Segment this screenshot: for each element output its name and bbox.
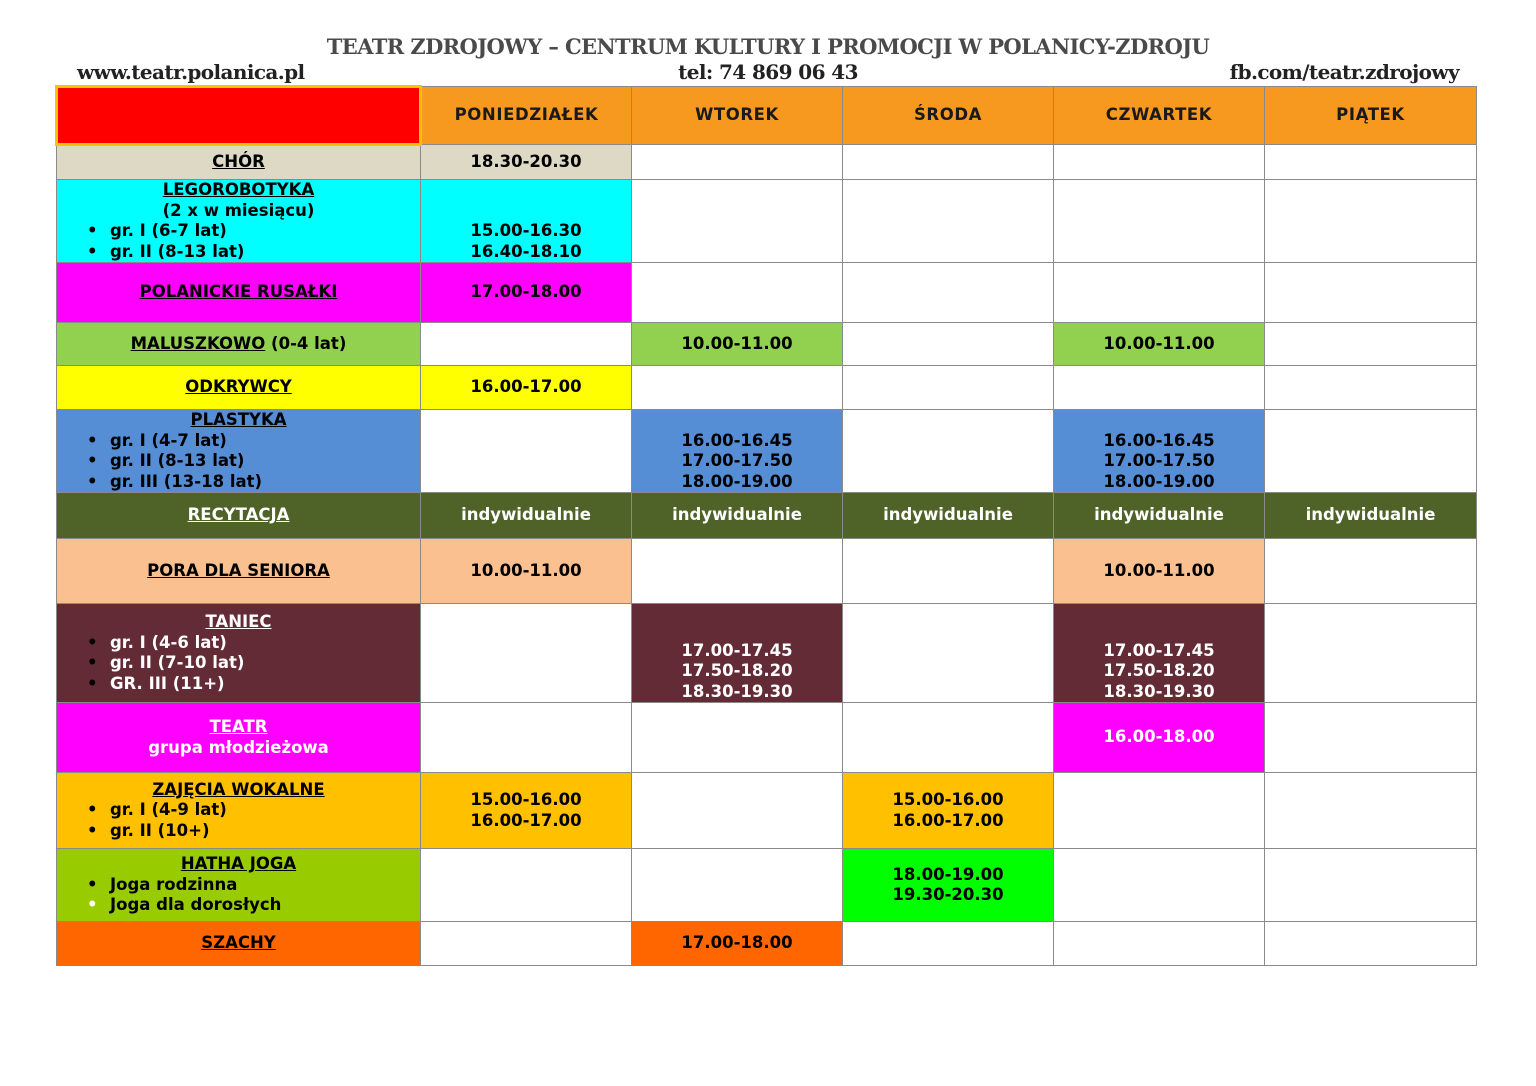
day-header-row	[57, 87, 1477, 145]
activity-title-line	[57, 377, 420, 398]
schedule-row-maluszkowo	[57, 323, 1477, 366]
schedule-row-odkrywcy	[57, 366, 1477, 410]
schedule-row-taniec	[57, 604, 1477, 703]
time-cell-joga-tuesday	[632, 849, 843, 922]
group-item: • gr. I (6-7 lat)	[57, 221, 420, 242]
activity-cell-chor	[57, 145, 421, 180]
time-cell-rusalki-thursday	[1054, 263, 1265, 323]
activity-subtitle: grupa młodzieżowa	[148, 737, 329, 757]
day-header-wednesday: ŚRODA	[843, 87, 1054, 145]
group-item: • GR. III (11+)	[57, 674, 420, 695]
time-slot: indywidualnie	[672, 505, 802, 525]
day-header-monday: PONIEDZIAŁEK	[421, 87, 632, 145]
time-cell-rusalki-monday	[421, 263, 632, 323]
activity-title: PLASTYKA	[190, 410, 287, 429]
time-cell-maluszkowo-monday	[421, 323, 632, 366]
group-item: • gr. II (7-10 lat)	[57, 653, 420, 674]
time-cell-recytacja-friday	[1265, 493, 1477, 539]
time-list	[632, 505, 842, 526]
time-list	[1054, 641, 1264, 703]
time-cell-wokalne-tuesday	[632, 773, 843, 849]
schedule-row-chor	[57, 145, 1477, 180]
activity-cell-plastyka	[57, 410, 421, 493]
activity-title: HATHA JOGA	[180, 854, 297, 874]
activity-title-line	[57, 282, 420, 303]
time-cell-senior-thursday	[1054, 539, 1265, 604]
time-cell-legorobotyka-monday	[421, 180, 632, 263]
time-slot: 18.30-19.30	[1103, 681, 1215, 701]
time-cell-maluszkowo-wednesday	[843, 323, 1054, 366]
schedule-row-senior	[57, 539, 1477, 604]
time-slot: 18.30-20.30	[470, 151, 582, 171]
facebook-link[interactable]: fb.com/teatr.zdrojowy	[1229, 60, 1459, 84]
day-header-tuesday: WTOREK	[632, 87, 843, 145]
group-item: • gr. I (4-9 lat)	[57, 800, 420, 821]
activity-title: PORA DLA SENIORA	[147, 560, 330, 580]
time-cell-teatr-wednesday	[843, 703, 1054, 773]
time-list	[421, 282, 631, 303]
time-slot: 16.00-17.00	[470, 377, 582, 397]
schedule-row-legorobotyka	[57, 180, 1477, 263]
time-slot: 10.00-11.00	[1103, 560, 1215, 580]
activity-age: (0-4 lat)	[265, 333, 347, 353]
time-cell-odkrywcy-monday	[421, 366, 632, 410]
time-cell-recytacja-thursday	[1054, 493, 1265, 539]
activity-cell-joga	[57, 849, 421, 922]
time-slot: 17.00-17.50	[681, 451, 793, 470]
time-cell-legorobotyka-tuesday	[632, 180, 843, 263]
activity-cell-legorobotyka	[57, 180, 421, 263]
time-cell-joga-friday	[1265, 849, 1477, 922]
time-slot: 10.00-11.00	[1103, 333, 1215, 353]
time-slot: indywidualnie	[461, 505, 591, 525]
time-slot: 15.00-16.30	[470, 221, 582, 240]
time-slot: 18.30-19.30	[681, 681, 793, 701]
activity-cell-senior	[57, 539, 421, 604]
schedule-row-teatr	[57, 703, 1477, 773]
activity-cell-rusalki	[57, 263, 421, 323]
time-cell-teatr-thursday	[1054, 703, 1265, 773]
day-header-thursday: CZWARTEK	[1054, 87, 1265, 145]
time-cell-legorobotyka-wednesday	[843, 180, 1054, 263]
time-cell-teatr-friday	[1265, 703, 1477, 773]
group-item: • gr. II (10+)	[57, 821, 420, 842]
activity-title-line	[57, 410, 420, 431]
time-slot: 10.00-11.00	[470, 560, 582, 580]
time-slot: 16.00-16.45	[681, 430, 793, 450]
time-cell-chor-thursday	[1054, 145, 1265, 180]
time-slot: 16.00-18.00	[1103, 727, 1215, 747]
activity-cell-szachy	[57, 922, 421, 966]
activity-title: RECYTACJA	[187, 505, 290, 525]
activity-title-line	[57, 854, 420, 875]
time-list	[1054, 561, 1264, 582]
schedule-row-plastyka	[57, 410, 1477, 493]
time-slot: 17.00-17.50	[1103, 451, 1215, 470]
time-cell-wokalne-monday	[421, 773, 632, 849]
time-list	[843, 505, 1053, 526]
time-slot: 17.00-17.45	[1103, 640, 1215, 660]
time-slot: indywidualnie	[1305, 505, 1436, 525]
time-cell-szachy-thursday	[1054, 922, 1265, 966]
time-slot: 16.00-17.00	[470, 810, 582, 830]
time-cell-teatr-monday	[421, 703, 632, 773]
schedule-row-joga	[57, 849, 1477, 922]
time-cell-legorobotyka-friday	[1265, 180, 1477, 263]
time-slot: 19.30-20.30	[892, 885, 1004, 904]
activity-title-line	[57, 717, 420, 738]
group-item: • Joga rodzinna	[57, 875, 420, 896]
time-slot: 17.00-18.00	[470, 282, 582, 302]
time-slot: 18.00-19.00	[681, 471, 793, 491]
schedule-row-szachy	[57, 922, 1477, 966]
time-slot: 17.00-18.00	[681, 933, 793, 953]
page-title: TEATR ZDROJOWY – CENTRUM KULTURY I PROMOCJI W POLANICY-ZDROJU	[326, 34, 1210, 59]
time-list	[421, 221, 631, 262]
time-cell-taniec-wednesday	[843, 604, 1054, 703]
time-cell-wokalne-thursday	[1054, 773, 1265, 849]
time-cell-chor-friday	[1265, 145, 1477, 180]
time-list	[843, 790, 1053, 831]
group-item: • gr. II (8-13 lat)	[57, 451, 420, 472]
time-list	[1054, 431, 1264, 493]
schedule-row-recytacja	[57, 493, 1477, 539]
activity-title: SZACHY	[201, 933, 276, 953]
phone-number: tel: 74 869 06 43	[678, 60, 858, 84]
day-header-friday: PIĄTEK	[1265, 87, 1477, 145]
activity-cell-wokalne	[57, 773, 421, 849]
time-list	[421, 561, 631, 582]
group-item: • Joga dla dorosłych	[57, 895, 420, 916]
time-slot: 18.00-19.00	[1103, 471, 1215, 491]
time-cell-recytacja-wednesday	[843, 493, 1054, 539]
time-slot: 15.00-16.00	[470, 790, 582, 809]
activity-cell-recytacja	[57, 493, 421, 539]
time-cell-szachy-tuesday	[632, 922, 843, 966]
time-cell-rusalki-friday	[1265, 263, 1477, 323]
time-cell-odkrywcy-friday	[1265, 366, 1477, 410]
time-cell-wokalne-friday	[1265, 773, 1477, 849]
time-cell-odkrywcy-thursday	[1054, 366, 1265, 410]
time-cell-maluszkowo-friday	[1265, 323, 1477, 366]
schedule-row-rusalki	[57, 263, 1477, 323]
group-list	[57, 431, 420, 493]
time-cell-chor-tuesday	[632, 145, 843, 180]
group-item: • gr. I (4-6 lat)	[57, 633, 420, 654]
time-cell-plastyka-monday	[421, 410, 632, 493]
time-cell-senior-monday	[421, 539, 632, 604]
time-list	[1054, 727, 1264, 748]
time-cell-rusalki-tuesday	[632, 263, 843, 323]
time-slot: indywidualnie	[883, 505, 1013, 525]
time-cell-chor-wednesday	[843, 145, 1054, 180]
activity-cell-teatr	[57, 703, 421, 773]
time-cell-odkrywcy-wednesday	[843, 366, 1054, 410]
time-cell-senior-friday	[1265, 539, 1477, 604]
time-list	[1054, 505, 1264, 526]
activity-title: MALUSZKOWO	[130, 333, 266, 353]
group-item: • gr. II (8-13 lat)	[57, 242, 420, 263]
activity-cell-maluszkowo	[57, 323, 421, 366]
activity-title: TANIEC	[205, 612, 272, 631]
activity-title-line	[57, 933, 420, 954]
schedule-row-wokalne	[57, 773, 1477, 849]
schedule-body	[57, 145, 1477, 966]
time-slot: 17.50-18.20	[1103, 661, 1215, 680]
time-slot: 15.00-16.00	[892, 790, 1004, 809]
time-slot: 10.00-11.00	[681, 333, 793, 353]
time-list	[843, 865, 1053, 906]
time-cell-taniec-friday	[1265, 604, 1477, 703]
time-cell-recytacja-tuesday	[632, 493, 843, 539]
website-link[interactable]: www.teatr.polanica.pl	[77, 60, 305, 84]
group-list	[57, 800, 420, 841]
time-cell-plastyka-thursday	[1054, 410, 1265, 493]
time-cell-szachy-wednesday	[843, 922, 1054, 966]
activity-title-line	[57, 505, 420, 526]
time-list	[421, 790, 631, 831]
group-list	[57, 221, 420, 262]
time-slot: 18.00-19.00	[892, 864, 1004, 884]
activity-title: LEGOROBOTYKA	[162, 180, 315, 199]
activity-subtitle: (2 x w miesiącu)	[162, 200, 315, 220]
time-cell-senior-wednesday	[843, 539, 1054, 604]
time-cell-maluszkowo-thursday	[1054, 323, 1265, 366]
time-cell-szachy-friday	[1265, 922, 1477, 966]
group-item: • gr. III (13-18 lat)	[57, 472, 420, 493]
time-cell-maluszkowo-tuesday	[632, 323, 843, 366]
time-cell-legorobotyka-thursday	[1054, 180, 1265, 263]
time-list	[421, 505, 631, 526]
schedule-table	[55, 85, 1477, 966]
time-slot: 16.40-18.10	[470, 241, 582, 261]
group-list	[57, 875, 420, 916]
activity-title: CHÓR	[212, 152, 265, 172]
activity-title-line	[57, 334, 420, 355]
time-cell-rusalki-wednesday	[843, 263, 1054, 323]
time-cell-taniec-thursday	[1054, 604, 1265, 703]
time-slot: 17.50-18.20	[681, 661, 793, 680]
time-cell-recytacja-monday	[421, 493, 632, 539]
activity-title-line	[57, 561, 420, 582]
time-cell-szachy-monday	[421, 922, 632, 966]
time-list	[421, 377, 631, 398]
activity-title: TEATR	[209, 717, 268, 736]
activity-title-line	[57, 612, 420, 633]
time-cell-plastyka-wednesday	[843, 410, 1054, 493]
activity-title: ZAJĘCIA WOKALNE	[152, 779, 325, 799]
time-cell-chor-monday	[421, 145, 632, 180]
time-list	[632, 431, 842, 493]
time-cell-taniec-monday	[421, 604, 632, 703]
activity-title-line	[57, 180, 420, 201]
time-cell-teatr-tuesday	[632, 703, 843, 773]
activity-title: POLANICKIE RUSAŁKI	[139, 282, 338, 302]
time-cell-plastyka-friday	[1265, 410, 1477, 493]
activity-title: ODKRYWCY	[185, 377, 292, 397]
time-list	[421, 152, 631, 173]
time-cell-senior-tuesday	[632, 539, 843, 604]
time-list	[632, 334, 842, 355]
time-cell-odkrywcy-tuesday	[632, 366, 843, 410]
time-list	[632, 641, 842, 703]
activity-title-line	[57, 152, 420, 173]
time-cell-joga-monday	[421, 849, 632, 922]
activity-cell-taniec	[57, 604, 421, 703]
group-item: • gr. I (4-7 lat)	[57, 431, 420, 452]
time-cell-joga-wednesday	[843, 849, 1054, 922]
activity-title-line	[57, 780, 420, 801]
time-list	[1054, 334, 1264, 355]
time-slot: 16.00-16.45	[1103, 430, 1215, 450]
time-list	[632, 933, 842, 954]
time-list	[1265, 505, 1476, 526]
time-cell-wokalne-wednesday	[843, 773, 1054, 849]
time-slot: 16.00-17.00	[892, 810, 1004, 830]
corner-cell	[57, 87, 421, 145]
activity-cell-odkrywcy	[57, 366, 421, 410]
time-cell-joga-thursday	[1054, 849, 1265, 922]
time-slot: 17.00-17.45	[681, 640, 793, 660]
time-slot: indywidualnie	[1094, 505, 1224, 525]
time-cell-plastyka-tuesday	[632, 410, 843, 493]
group-list	[57, 633, 420, 695]
time-cell-taniec-tuesday	[632, 604, 843, 703]
